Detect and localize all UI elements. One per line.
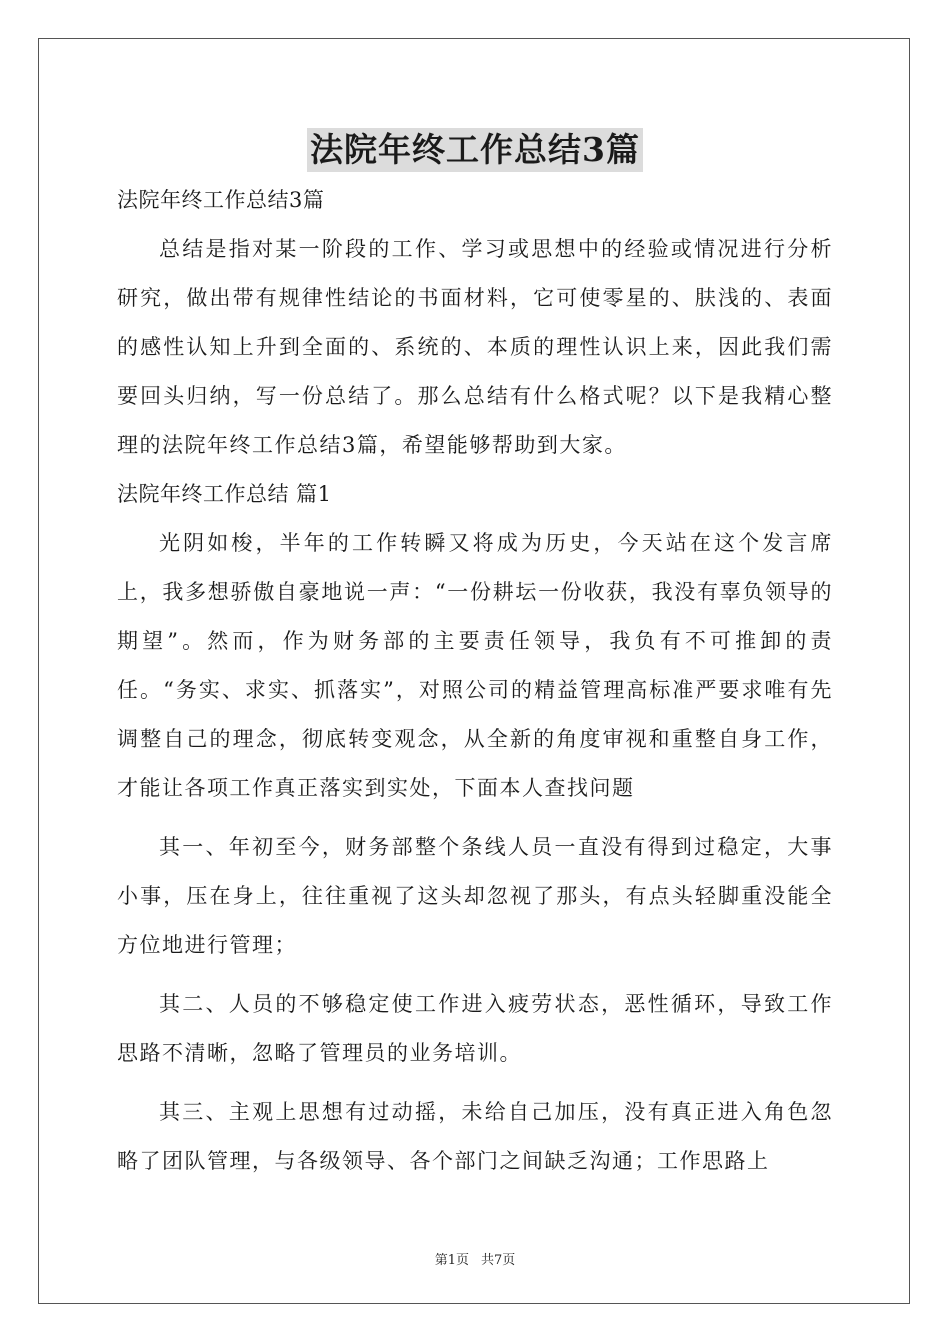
document-body	[117, 176, 833, 1186]
body-paragraph: 其二、人员的不够稳定使工作进入疲劳状态，恶性循环，导致工作思路不清晰，忽略了管理员的业务培训。	[117, 992, 833, 1065]
page-total: 共7页	[481, 1253, 516, 1268]
section-heading: 法院年终工作总结 篇1	[117, 482, 332, 506]
subtitle-line: 法院年终工作总结3篇	[117, 188, 325, 212]
title-container	[0, 128, 950, 172]
body-paragraph: 其一、年初至今，财务部整个条线人员一直没有得到过稳定，大事小事，压在身上，往往重视了这头却忽视了那头，有点头轻脚重没能全方位地进行管理；	[117, 835, 833, 957]
document-title: 法院年终工作总结3篇	[307, 128, 643, 172]
body-paragraph: 光阴如梭，半年的工作转瞬又将成为历史，今天站在这个发言席上，我多想骄傲自豪地说一声：“一份耕坛一份收获，我没有辜负领导的期望”。然而，作为财务部的主要责任领导，我负有不可推卸的责任。“务实、求实、抓落实”，对照公司的精益管理高标准严要求唯有先调整自己的理念，彻底转变观念，从全新的角度审视和重整自身工作，才能让各项工作真正落实到实处，下面本人查找问题	[117, 531, 833, 800]
body-paragraph: 其三、主观上思想有过动摇，未给自己加压，没有真正进入角色忽略了团队管理，与各级领导、各个部门之间缺乏沟通；工作思路上	[117, 1100, 833, 1173]
page-number: 第1页	[434, 1253, 469, 1268]
intro-paragraph: 总结是指对某一阶段的工作、学习或思想中的经验或情况进行分析研究，做出带有规律性结论的书面材料，它可使零星的、肤浅的、表面的感性认知上升到全面的、系统的、本质的理性认识上来，因此我们需要回头归纳，写一份总结了。那么总结有什么格式呢？以下是我精心整理的法院年终工作总结3篇，希望能够帮助到大家。	[117, 237, 833, 457]
page-footer	[0, 1249, 950, 1268]
